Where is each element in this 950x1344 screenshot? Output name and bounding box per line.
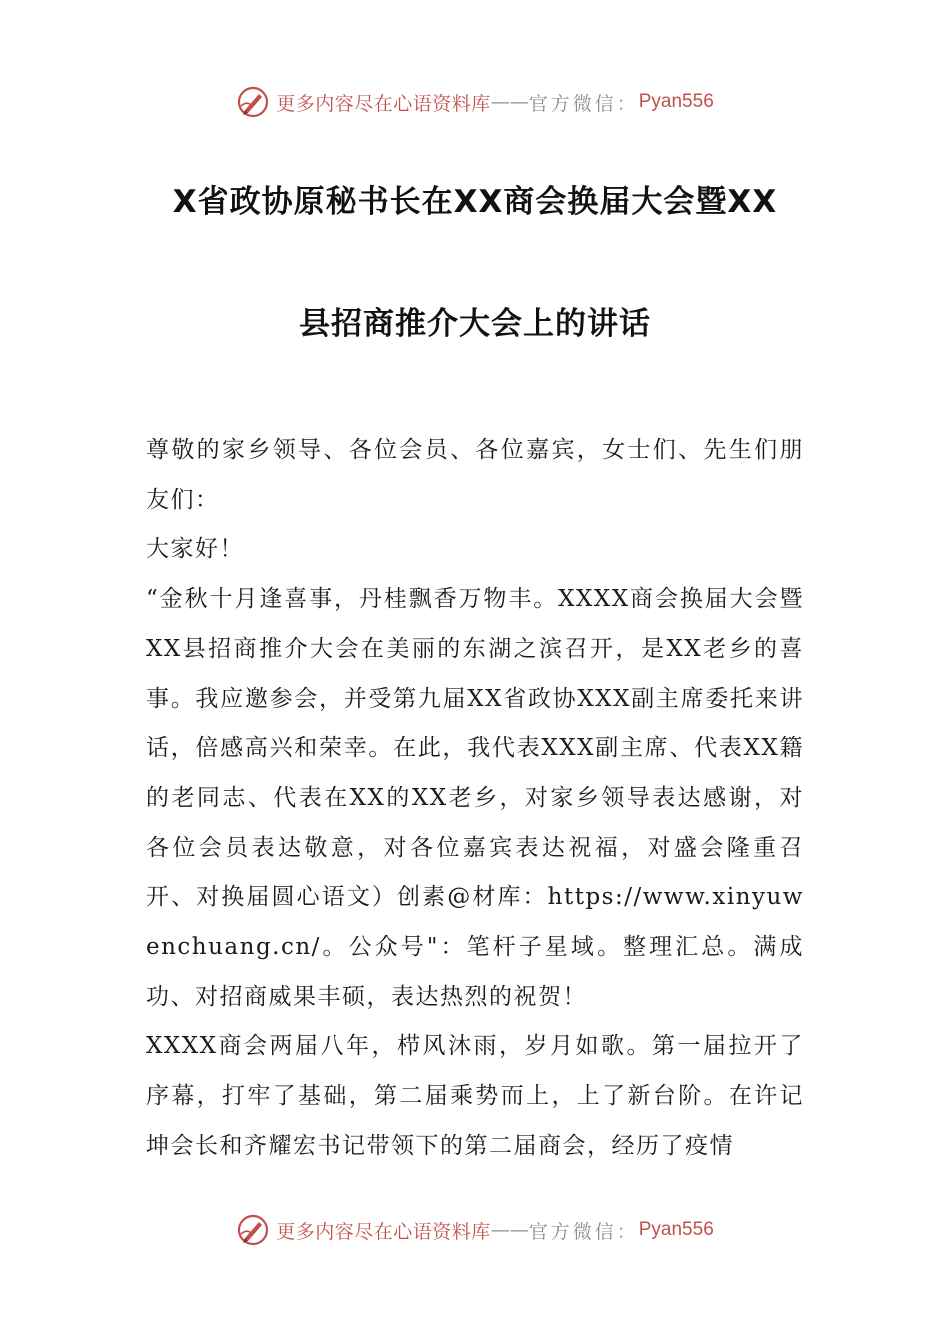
document-title-line1: X省政协原秘书长在XX商会换届大会暨XX xyxy=(172,184,778,220)
paragraph-history: XXXX商会两届八年，栉风沐雨，岁月如歌。第一届拉开了序幕，打牢了基础，第二届乘势而上，上了新台阶。在许记坤会长和齐耀宏书记带领下的第二届商会，经历了疫情 xyxy=(146,1033,804,1159)
watermark-wechat-id: Pyan556 xyxy=(638,1219,714,1240)
paragraph-opening: “金秋十月逢喜事，丹桂飘香万物丰。XXXX商会换届大会暨XX县招商推介大会在美丽的东湖之滨召开，是XX老乡的喜事。我应邀参会，并受第九届XX省政协XXX副主席委托来讲话，倍感高兴和荣幸。在此，我代表XXX副主席、代表XX籍的老同志、代表在XX的XX老乡，对家乡领导表达感谢，对各位会员表达敬意，对各位嘉宾表达祝福，对盛会隆重召开、对换届圆心语文）创素@材库：https://www.xinyuwenchuang.cn/。公众号"：笔杆子星域。整理汇总。满成功、对招商威果丰硕，表达热烈的祝贺！ xyxy=(146,586,804,1010)
watermark-banner-bottom xyxy=(0,1208,950,1252)
watermark-dash: —— xyxy=(490,91,529,113)
watermark-dash: —— xyxy=(490,1219,529,1241)
watermark-banner-top xyxy=(0,80,950,124)
document-body xyxy=(146,426,804,1172)
paragraph-greeting: 尊敬的家乡领导、各位会员、各位嘉宾，女士们、先生们朋友们： xyxy=(146,437,804,513)
watermark-wechat-id: Pyan556 xyxy=(638,91,714,112)
watermark-main-text: 更多内容尽在心语资料库 xyxy=(276,1220,491,1243)
watermark-wechat-label: 官方微信： xyxy=(528,1220,639,1243)
pen-circle-logo-icon xyxy=(236,85,270,119)
pen-circle-logo-icon xyxy=(236,1213,270,1247)
document-title-line2: 县招商推介大会上的讲话 xyxy=(299,306,651,342)
watermark-main-text: 更多内容尽在心语资料库 xyxy=(276,92,491,115)
watermark-wechat-label: 官方微信： xyxy=(528,92,639,115)
paragraph-hello: 大家好！ xyxy=(146,536,244,563)
